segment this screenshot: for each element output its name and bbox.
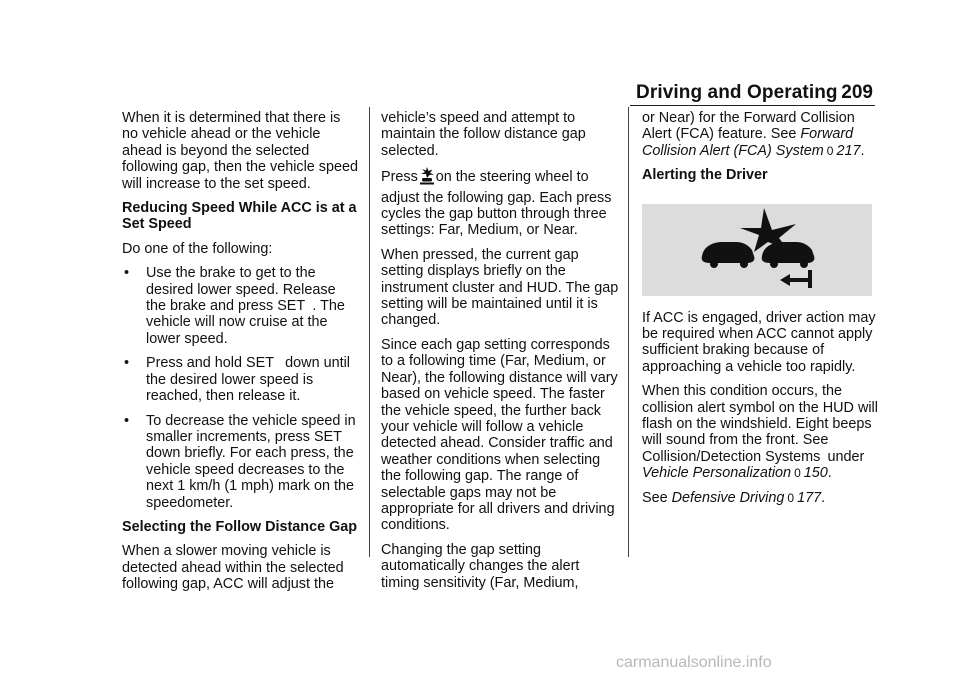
paragraph-defensive-driving: See Defensive Driving 0 177. bbox=[642, 489, 826, 506]
paragraph-press-gap bbox=[381, 167, 621, 239]
paragraph: When a slower moving vehicle is detected ahead within the selected following gap, ACC will adjust the bbox=[122, 543, 344, 593]
paragraph: When pressed, the current gap setting displays briefly on the instrument cluster and HUD. The gap setting will be maintained until it is changed. bbox=[381, 246, 619, 329]
defensive-driving-link[interactable]: Defensive Driving bbox=[671, 489, 785, 506]
bullet-icon: • bbox=[124, 355, 130, 372]
paragraph: Changing the gap setting automatically changes the alert timing sensitivity (Far, Medium, bbox=[381, 541, 580, 591]
text-run: or Near) for the Forward Collision Alert (FCA) feature. See bbox=[642, 110, 855, 143]
collision-alert-icon bbox=[642, 204, 872, 296]
paragraph: If ACC is engaged, driver action may be required when ACC cannot apply sufficient braking because of approaching a vehicle too rapidly. bbox=[642, 309, 876, 375]
subheading-reducing-speed: Reducing Speed While ACC is at a Set Speed bbox=[122, 200, 357, 233]
page-ref-icon: 0 bbox=[794, 466, 801, 481]
page-ref-icon: 0 bbox=[826, 143, 834, 158]
column-divider-2 bbox=[628, 107, 629, 557]
page-header bbox=[630, 80, 875, 106]
following-gap-icon bbox=[419, 167, 435, 189]
section-title: Driving and Operating bbox=[636, 82, 838, 103]
fca-link[interactable]: Forward Collision Alert (FCA) System bbox=[642, 126, 854, 159]
paragraph: Do one of the following: bbox=[122, 240, 273, 257]
header-rule bbox=[630, 105, 875, 106]
list-item-text: Use the brake to get to the desired lower speed. Release the brake and press SET . The vehicle will now cruise at the lower speed. bbox=[146, 265, 345, 347]
page-ref-number[interactable]: 177 bbox=[797, 489, 822, 506]
bullet-icon: • bbox=[124, 412, 130, 429]
paragraph: When it is determined that there is no vehicle ahead or the vehicle ahead is beyond the selected following gap, then the vehicle speed will increase to the set speed. bbox=[122, 110, 359, 192]
watermark: carmanualsonline.info bbox=[616, 654, 772, 671]
page-ref-number[interactable]: 150 bbox=[803, 465, 828, 482]
bullet-icon: • bbox=[124, 265, 130, 282]
page-number: 209 bbox=[841, 82, 873, 103]
paragraph-collision-symbol: When this condition occurs, the collision alert symbol on the HUD will flash on the windshield. Eight beeps will sound from the front. See Collision/Detection Systems under Vehicle Personalization 0 150. bbox=[642, 383, 878, 482]
column-1 bbox=[122, 110, 358, 601]
vehicle-personalization-link[interactable]: Vehicle Personalization bbox=[642, 465, 792, 482]
text-run: When this condition occurs, the collision alert symbol on the HUD will flash on the windshield. Eight beeps will sound from the front. See Collision/Detection Systems under bbox=[642, 383, 878, 465]
list-item bbox=[122, 413, 358, 511]
text-run: See bbox=[642, 489, 668, 506]
paragraph: vehicle’s speed and attempt to maintain the follow distance gap selected. bbox=[381, 110, 586, 159]
text-run: on the steering wheel to adjust the following gap. Each press cycles the gap button through three settings: Far, Medium, or Near. bbox=[381, 169, 612, 239]
list-item-text: To decrease the vehicle speed in smaller increments, press SET down briefly. For each press, the vehicle speed decreases to the next 1 km/h (1 mph) mark on the speedometer. bbox=[146, 412, 356, 511]
text-run: Press bbox=[381, 169, 418, 186]
paragraph: Since each gap setting corresponds to a following time (Far, Medium, or Near), the following distance will vary based on vehicle speed. The faster the vehicle speed, the further back your vehicle will follow a vehicle detected ahead. Consider traffic and weather conditions when selecting the following gap. The range of selectable gaps may not be appropriate for all drivers and driving conditions. bbox=[381, 336, 618, 534]
collision-alert-figure bbox=[642, 204, 872, 296]
list-item-text: Press and hold SET down until the desired lower speed is reached, then release it. bbox=[146, 355, 350, 405]
subheading-follow-distance: Selecting the Follow Distance Gap bbox=[122, 518, 358, 535]
page-ref-number[interactable]: 217 bbox=[836, 142, 861, 159]
paragraph-fca-reference: or Near) for the Forward Collision Alert (FCA) feature. See Forward Collision Alert (FCA) System 0 217. bbox=[642, 110, 865, 159]
list-item bbox=[122, 265, 358, 347]
list-item bbox=[122, 355, 358, 404]
page-ref-icon: 0 bbox=[787, 490, 795, 505]
column-3 bbox=[642, 110, 878, 514]
column-divider-1 bbox=[369, 107, 370, 557]
subheading-alerting: Alerting the Driver bbox=[642, 167, 768, 184]
column-2 bbox=[381, 110, 621, 599]
